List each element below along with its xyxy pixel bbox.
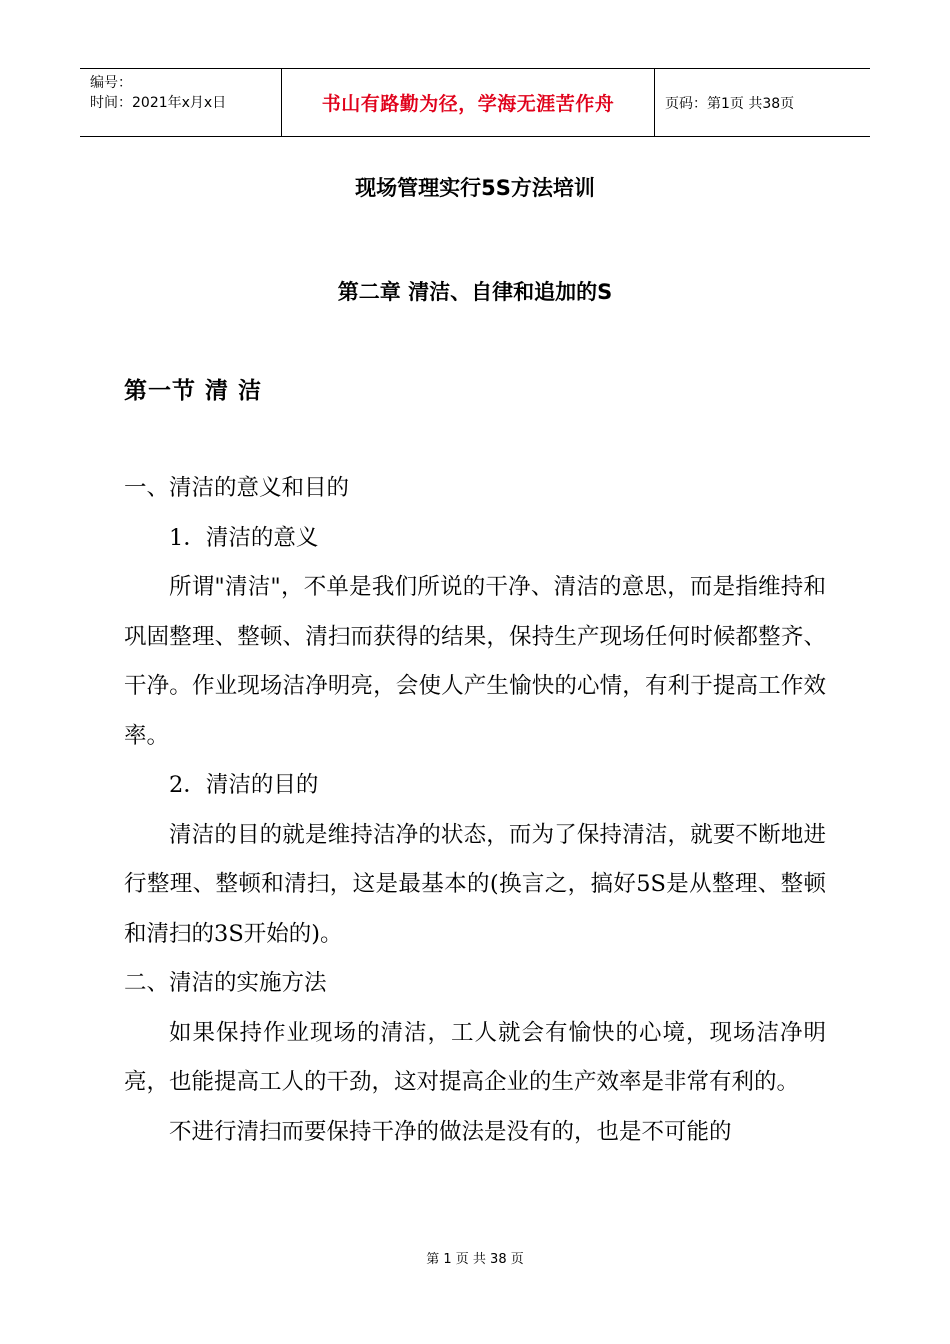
- body-text: [124, 464, 826, 1157]
- paragraph: 所谓"清洁"，不单是我们所说的干净、清洁的意思，而是指维持和巩固整理、整顿、清扫而获得的结果，保持生产现场任何时候都整齐、干净。作业现场洁净明亮，会使人产生愉快的心情，有利于提高工作效率。: [124, 574, 826, 749]
- paragraph: 如果保持作业现场的清洁，工人就会有愉快的心境，现场洁净明亮，也能提高工人的干劲，这对提高企业的生产效率是非常有利的。: [124, 1019, 826, 1095]
- chapter-title: 第二章 清洁、自律和追加的S: [337, 280, 613, 304]
- heading-1: 一、清洁的意义和目的: [124, 475, 350, 501]
- document-title: 现场管理实行5S方法培训: [355, 176, 595, 200]
- heading-2: 二、清洁的实施方法: [124, 970, 327, 996]
- header-page-info: 页码：第1页 共38页: [665, 95, 795, 112]
- subheading-2: 2．清洁的目的: [169, 772, 319, 798]
- paragraph: 清洁的目的就是维持洁净的状态，而为了保持清洁，就要不断地进行整理、整顿和清扫，这是最基本的(换言之，搞好5S是从整理、整顿和清扫的3S开始的)。: [124, 821, 826, 947]
- header-motto-cell: [281, 69, 655, 136]
- document-header: [80, 68, 870, 137]
- subheading-1: 1．清洁的意义: [169, 524, 319, 551]
- number-label: 编号：: [90, 75, 132, 91]
- time-label: 时间：2021年x月x日: [90, 95, 227, 111]
- header-motto: 书山有路勤为径，学海无涯苦作舟: [321, 93, 615, 115]
- section-title: 第一节 清 洁: [124, 378, 263, 404]
- header-meta: [80, 69, 281, 136]
- page-footer: 第 1 页 共 38 页: [426, 1252, 524, 1267]
- paragraph: 不进行清扫而要保持干净的做法是没有的，也是不可能的: [169, 1118, 732, 1145]
